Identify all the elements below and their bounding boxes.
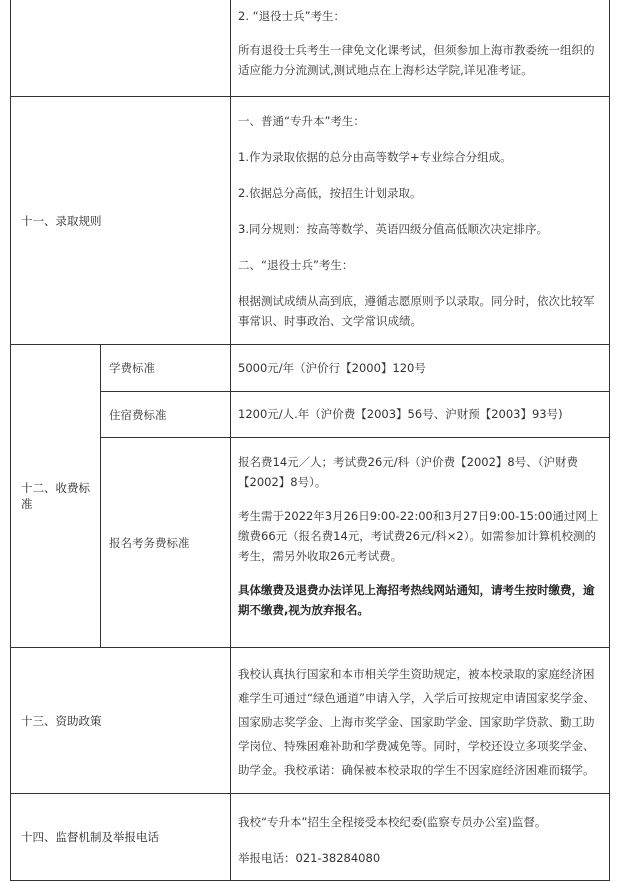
tuition-label: 学费标准: [100, 345, 231, 391]
exam-fee-row: [101, 438, 609, 647]
housing-label: 住宿费标准: [100, 392, 231, 437]
rule-soldier-text: 根据测试成绩从高到底，遵循志愿原则予以录取。同分时，依次比较军事常识、时事政治、文学常识成绩。: [238, 294, 595, 328]
supervision-content: [232, 794, 609, 868]
financial-aid-label: 十三、资助政策: [11, 648, 231, 793]
fees-label: 十二、收费标准: [11, 345, 101, 647]
row-content: [232, 0, 609, 80]
exam-fee-content: [232, 438, 609, 620]
supervision-label: 十四、监督机制及举报电话: [11, 794, 231, 880]
retired-soldier-heading: 2. “退役士兵”考生：: [238, 9, 346, 23]
financial-aid-content: [232, 648, 609, 782]
retired-soldier-text: 所有退役士兵考生一律免文化课考试，但须参加上海市教委统一组织的适应能力分流测试,测试地点在上海杉达学院,详见准考证。: [238, 43, 595, 77]
row-retired-soldier-exam: [10, 0, 610, 97]
rule-2: 2.依据总分高低，按招生计划录取。: [238, 186, 422, 200]
exam-fee-notice: 具体缴费及退费办法详见上海招考热线网站通知，请考生按时缴费，逾期不缴费,视为放弃报名。: [238, 583, 595, 617]
housing-value: 1200元/人.年（沪价费【2003】56号、沪财预【2003】93号): [238, 407, 563, 421]
row-fees: [10, 345, 610, 648]
exam-fee-label: 报名考务费标准: [100, 438, 231, 647]
tuition-row: [101, 345, 609, 392]
admission-rules-label: 十一、录取规则: [11, 97, 231, 344]
admission-rules-content: [232, 97, 609, 331]
row-financial-aid: [10, 648, 610, 794]
exam-fee-text-2: 考生需于2022年3月26日9:00-22:00和3月27日9:00-15:00通过网上缴费66元（报名费14元，考试费26元/科×2）。如需参加计算机校测的考生，需另外收取26元考试费。: [238, 509, 599, 563]
tuition-value: 5000元/年（沪价行【2000】120号: [238, 361, 426, 375]
rule-heading-soldier: 二、“退役士兵”考生：: [238, 258, 354, 272]
row-admission-rules: [10, 97, 610, 345]
supervision-text: 我校“专升本”招生全程接受本校纪委(监察专员办公室)监督。: [238, 815, 547, 829]
fees-subtable: [101, 345, 609, 647]
report-phone: 举报电话：021-38284080: [238, 851, 381, 865]
row-label-empty: [11, 0, 231, 96]
rule-1: 1.作为录取依据的总分由高等数学+专业综合分组成。: [238, 150, 512, 164]
financial-aid-text: 我校认真执行国家和本市相关学生资助规定，被本校录取的家庭经济困难学生可通过“绿色通道”申请入学，入学后可按规定申请国家奖学金、国家励志奖学金、上海市奖学金、国家助学金、国家助学贷款、勤工助学岗位、特殊困难补助和学费减免等。同时，学校还设立多项奖学金、助学金。我校承诺：确保被本校录取的学生不因家庭经济困难而辍学。: [238, 667, 595, 777]
admission-table: [10, 0, 610, 881]
exam-fee-text-1: 报名费14元／人；考试费26元/科（沪价费【2002】8号、（沪财费【2002】8号）。: [238, 455, 578, 489]
rule-3: 3.同分规则：按高等数学、英语四级分值高低顺次决定排序。: [238, 222, 548, 236]
row-supervision: [10, 794, 610, 881]
rule-heading-general: 一、普通“专升本”考生：: [238, 114, 365, 128]
housing-row: [101, 392, 609, 438]
